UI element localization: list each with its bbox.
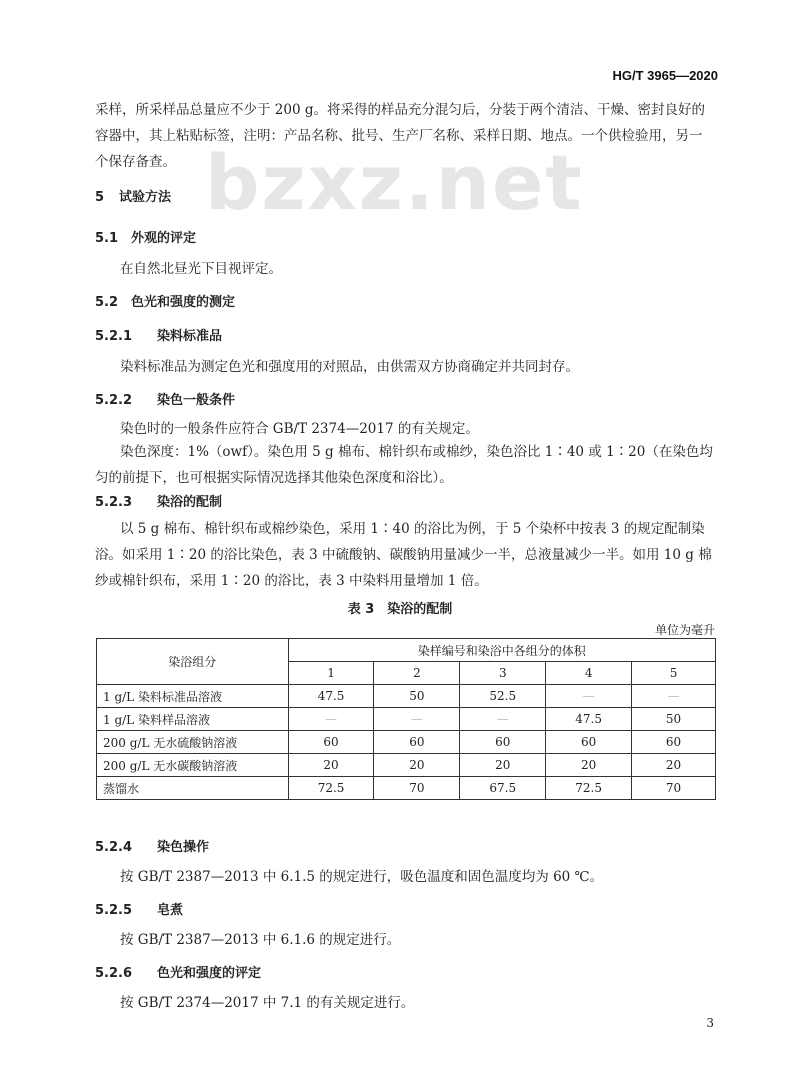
section-5-2-3-body: 以 5 g 棉布、棉针织布或棉纱染色，采用 1∶40 的浴比为例，于 5 个染杯中按表 3 的规定配制染浴。如采用 1∶20 的浴比染色，表 3 中硫酸钠、碳酸钠用量减少一半，总液量减少一半。如用 10 g 棉纱或棉针织布，采用 1∶20 的浴比，表 3 中染料用量增加 1 倍。 <box>95 521 712 589</box>
section-5-1-heading <box>95 227 196 246</box>
table-cell: 50 <box>632 708 716 731</box>
table-header-row <box>97 639 716 662</box>
table-cell: 50 <box>374 685 460 708</box>
table-row <box>97 777 716 800</box>
table-cell: 60 <box>632 731 716 754</box>
table-cell: 60 <box>546 731 632 754</box>
section-5-2-5-heading <box>95 899 183 918</box>
row-label: 200 g/L 无水硫酸钠溶液 <box>97 731 289 754</box>
section-5-2-6-body: 按 GB/T 2374—2017 中 7.1 的有关规定进行。 <box>120 995 415 1011</box>
section-number: 5.1 <box>95 231 119 246</box>
section-5-2-2-body-2: 染色深度：1%（owf）。染色用 5 g 棉布、棉针织布或棉纱，染色浴比 1∶40 或 1∶20（在染色均匀的前提下，也可根据实际情况选择其他染色深度和浴比）。 <box>95 444 713 486</box>
section-5-1-body: 在自然北昼光下目视评定。 <box>120 261 282 277</box>
table-cell: 47.5 <box>546 708 632 731</box>
section-5-2-3-heading <box>95 491 222 510</box>
table-row <box>97 685 716 708</box>
column-number: 3 <box>460 662 546 685</box>
table-cell: 70 <box>632 777 716 800</box>
section-title: 染色操作 <box>157 840 210 855</box>
section-title: 试验方法 <box>119 190 172 205</box>
column-number: 2 <box>374 662 460 685</box>
table-row <box>97 754 716 777</box>
table-cell: — <box>288 708 374 731</box>
section-title: 染色一般条件 <box>157 393 236 408</box>
section-title: 色光和强度的评定 <box>157 966 262 981</box>
table-cell: 70 <box>374 777 460 800</box>
table-cell: — <box>460 708 546 731</box>
section-5-2-6-heading <box>95 962 261 981</box>
section-number: 5.2.6 <box>95 966 133 981</box>
table-caption: 表 3 染浴的配制 <box>347 602 453 617</box>
table-row <box>97 731 716 754</box>
section-number: 5.2.3 <box>95 495 133 510</box>
standard-code: HG/T 3965—2020 <box>612 68 718 83</box>
section-number: 5.2.5 <box>95 903 133 918</box>
group-header: 染样编号和染浴中各组分的体积 <box>288 639 715 662</box>
table-cell: 20 <box>288 754 374 777</box>
section-number: 5.2.2 <box>95 393 133 408</box>
table-cell: 60 <box>288 731 374 754</box>
table-cell: — <box>374 708 460 731</box>
section-5-2-2-heading <box>95 389 235 408</box>
table-cell: 20 <box>460 754 546 777</box>
section-5-2-1-heading <box>95 325 222 344</box>
section-5-2-1-body: 染料标准品为测定色光和强度用的对照品，由供需双方协商确定并共同封存。 <box>120 359 579 375</box>
column-number: 5 <box>632 662 716 685</box>
table-unit: 单位为毫升 <box>654 623 715 637</box>
table-cell: — <box>632 685 716 708</box>
column-number: 4 <box>546 662 632 685</box>
section-number: 5 <box>95 190 105 205</box>
table-cell: 20 <box>632 754 716 777</box>
section-number: 5.2 <box>95 295 119 310</box>
dye-bath-table <box>96 638 716 800</box>
section-5-2-2-body-1: 染色时的一般条件应符合 GB/T 2374—2017 的有关规定。 <box>120 421 479 437</box>
table-cell: 20 <box>374 754 460 777</box>
table-cell: 60 <box>460 731 546 754</box>
table-cell: 60 <box>374 731 460 754</box>
row-label: 蒸馏水 <box>97 777 289 800</box>
watermark: bzxz.net <box>205 138 584 227</box>
section-5-2-4-heading <box>95 836 209 855</box>
table-row <box>97 708 716 731</box>
section-title: 染料标准品 <box>157 329 223 344</box>
row-label: 200 g/L 无水碳酸钠溶液 <box>97 754 289 777</box>
table-cell: 52.5 <box>460 685 546 708</box>
section-title: 外观的评定 <box>131 231 197 246</box>
page-number: 3 <box>706 1016 714 1030</box>
table-cell: 67.5 <box>460 777 546 800</box>
intro-paragraph: 采样，所采样品总量应不少于 200 g。将采得的样品充分混匀后，分装于两个清洁、干燥、密封良好的容器中，其上粘贴标签，注明：产品名称、批号、生产厂名称、采样日期、地点。一个供检验用，另一个保存备查。 <box>95 102 705 170</box>
section-5-2-4-body: 按 GB/T 2387—2013 中 6.1.5 的规定进行，吸色温度和固色温度均为 60 ℃。 <box>120 869 604 885</box>
row-label: 1 g/L 染料标准品溶液 <box>97 685 289 708</box>
section-title: 皂煮 <box>157 903 184 918</box>
table-cell: 47.5 <box>288 685 374 708</box>
section-5-2-5-body: 按 GB/T 2387—2013 中 6.1.6 的规定进行。 <box>120 932 401 948</box>
table-cell: 72.5 <box>546 777 632 800</box>
section-number: 5.2.4 <box>95 840 133 855</box>
table-cell: 20 <box>546 754 632 777</box>
table-cell: 72.5 <box>288 777 374 800</box>
section-5-2-heading <box>95 291 235 310</box>
section-title: 色光和强度的测定 <box>131 295 236 310</box>
section-title: 染浴的配制 <box>157 495 223 510</box>
row-label: 1 g/L 染料样品溶液 <box>97 708 289 731</box>
table-cell: — <box>546 685 632 708</box>
column-header: 染浴组分 <box>97 639 289 685</box>
section-number: 5.2.1 <box>95 329 133 344</box>
column-number: 1 <box>288 662 374 685</box>
section-5-heading <box>95 186 171 205</box>
